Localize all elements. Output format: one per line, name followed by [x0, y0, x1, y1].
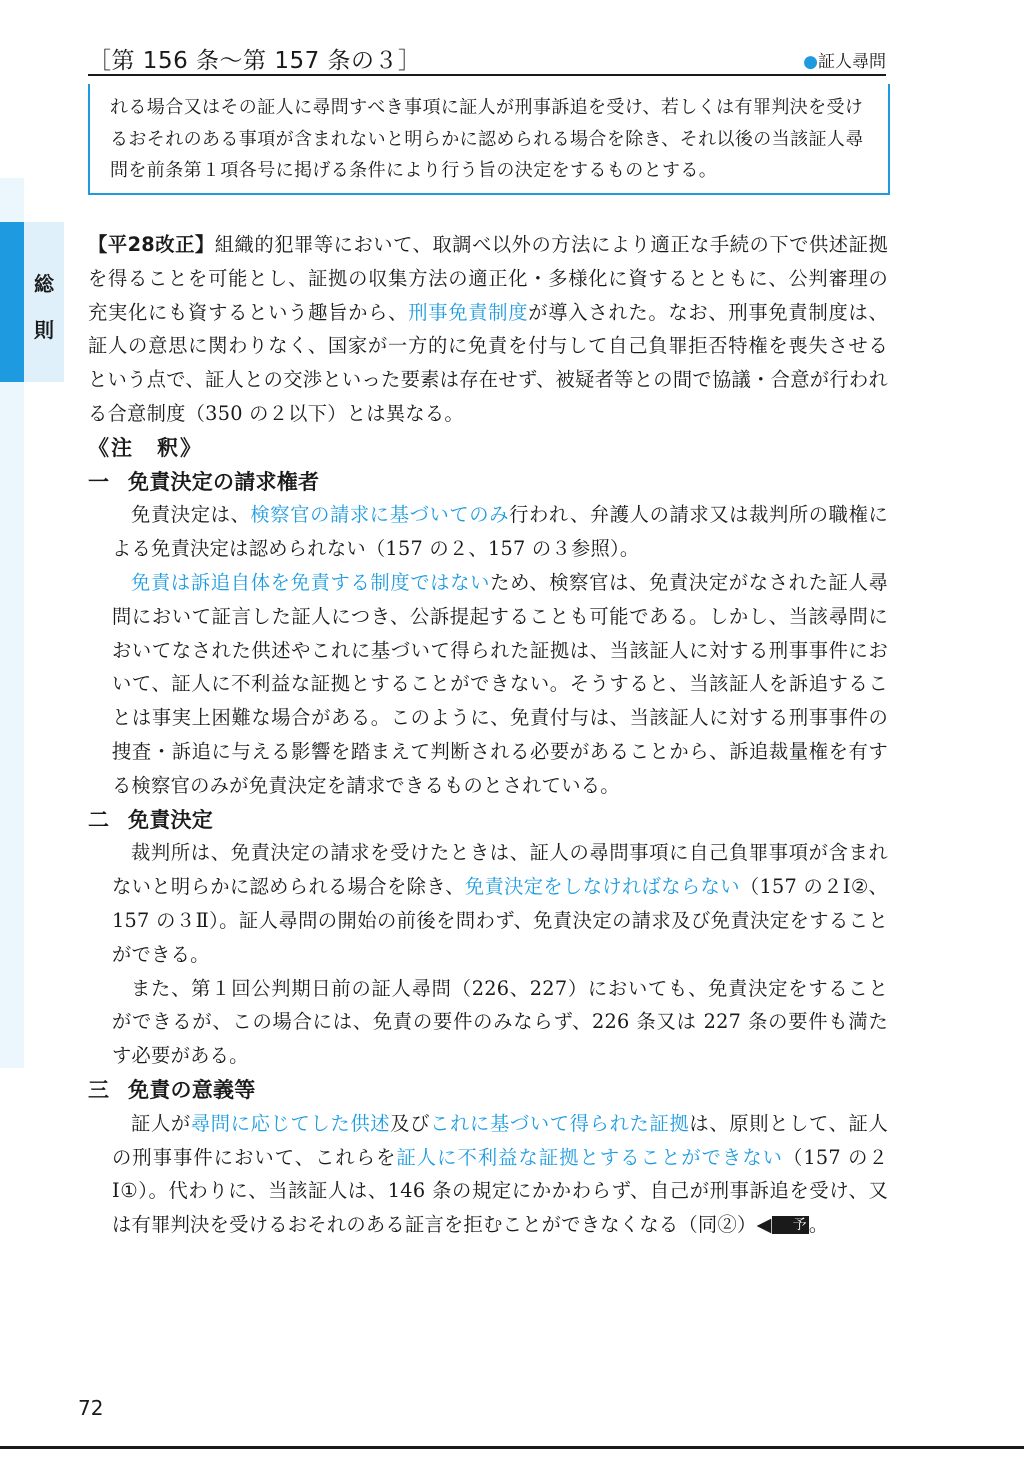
main-body [88, 228, 888, 1242]
side-tab-label-bg [24, 222, 64, 382]
footer-rule [0, 1446, 1024, 1449]
section-2-paragraph-1 [88, 836, 888, 971]
s3p1-text-1: 証人が [131, 1111, 191, 1135]
section-1-title: 免責決定の請求権者 [128, 468, 320, 494]
running-header [88, 40, 886, 76]
s3p1-text-4: （157 の２Ⅰ①）。代わりに、当該証人は、146 条の規定にかかわらず、自己が刑事訴追を受け、又は有罪判決を受けるおそれのある証言を拒むことができなくなる（同②） [112, 1145, 888, 1237]
revision-text-2: が導入された。なお、刑事免責制度は、証人の意思に関わりなく、国家が一方的に免責を付与して自己負罪拒否特権を喪失させるという点で、証人との交渉といった要素は存在せず、被疑者等との間で協議・合意が行われる合意制度（350 の２以下）とは異なる。 [88, 300, 889, 425]
s2p2-text: また、第１回公判期日前の証人尋問（226、227）においても、免責決定をすることができるが、この場合には、免責の要件のみならず、226 条又は 227 条の要件も満たす必要がある。 [112, 976, 888, 1068]
side-tab-char-1: 総 [34, 272, 54, 296]
s1p2-text: ため、検察官は、免責決定がなされた証人尋問において証言した証人につき、公訴提起することも可能である。しかし、当該尋問においてなされた供述やこれに基づいて得られた証拠は、当該証人に対する刑事事件において、証人に不利益な証拠とすることができない。そうすると、当該証人を訴追することは事実上困難な場合がある。このように、免責付与は、当該証人に対する刑事事件の捜査・訴追に与える影響を踏まえて判断される必要があることから、訴追裁量権を有する検察官のみが免責決定を請求できるものとされている。 [112, 570, 888, 797]
s1p1-highlight: 検察官の請求に基づいてのみ [250, 503, 510, 527]
s3p1-end: 。 [808, 1213, 829, 1237]
s2p1-text-2: （157 の２Ⅰ②、157 の３Ⅱ）。証人尋問の開始の前後を問わず、免責決定の請求及び免責決定をすることができる。 [112, 875, 888, 966]
s2p1-text-1: 裁判所は、免責決定の請求を受けたときは、証人の尋問事項に自己負罪事項が含まれないと明らかに認められる場合を除き、 [112, 841, 888, 899]
statute-box [88, 84, 890, 195]
revision-paragraph [88, 228, 888, 431]
section-3-title: 免責の意義等 [128, 1076, 256, 1102]
section-3-paragraph-1 [88, 1107, 888, 1242]
s3p1-highlight-1: 尋問に応じてした供述 [190, 1111, 391, 1135]
reference-arrow-icon: ◀ [756, 1213, 772, 1237]
section-3-number: 三 [88, 1076, 110, 1102]
commentary-heading: 《注 釈》 [88, 434, 203, 460]
section-3-heading [88, 1073, 888, 1107]
reference-mark-icon: 予 [772, 1216, 809, 1234]
section-2-heading [88, 803, 888, 837]
page-number: 72 [78, 1396, 104, 1420]
s2p1-highlight: 免責決定をしなければならない [464, 875, 740, 899]
section-2-number: 二 [88, 806, 110, 832]
section-2-paragraph-2 [88, 972, 888, 1073]
section-1-paragraph-1 [88, 498, 888, 566]
s3p1-highlight-2: これに基づいて得られた証拠 [430, 1111, 690, 1135]
section-1-paragraph-2 [88, 566, 888, 803]
revision-label: 【平28改正】 [88, 233, 215, 256]
bullet-icon: ● [803, 52, 818, 72]
s3p1-text-2: 及び [390, 1111, 431, 1135]
s1p2-highlight: 免責は訴追自体を免責する制度ではない [131, 570, 491, 594]
side-tab-char-2: 則 [34, 318, 54, 342]
revision-highlight: 刑事免責制度 [408, 300, 529, 324]
section-1-number: 一 [88, 468, 110, 494]
s1p1-text-2: 行われ、弁護人の請求又は裁判所の職権による免責決定は認められない（157 の２、157 の３参照）。 [112, 503, 889, 561]
section-name [803, 47, 886, 72]
s3p1-highlight-3: 証人に不利益な証拠とすることができない [396, 1145, 784, 1169]
s1p1-text-1: 免責決定は、 [131, 503, 251, 527]
s3p1-text-3: は、原則として、証人の刑事事件において、これらを [112, 1111, 889, 1169]
section-2-title: 免責決定 [128, 806, 213, 832]
section-1-heading [88, 465, 888, 499]
section-name-text: 証人尋問 [818, 52, 886, 72]
statute-text: れる場合又はその証人に尋問すべき事項に証人が刑事訴追を受け、若しくは有罪判決を受けるおそれのある事項が含まれないと明らかに認められる場合を除き、それ以後の当該証人尋問を前条第１項各号に掲げる条件により行う旨の決定をするものとする。 [110, 97, 864, 181]
side-tab-marker [0, 222, 24, 382]
revision-text-1: 組織的犯罪等において、取調べ以外の方法により適正な手続の下で供述証拠を得ることを可能とし、証拠の収集方法の適正化・多様化に資するとともに、公判審理の充実化にも資するという趣旨から、 [88, 233, 888, 324]
article-range: ［第 156 条～第 157 条の３］ [88, 48, 422, 74]
